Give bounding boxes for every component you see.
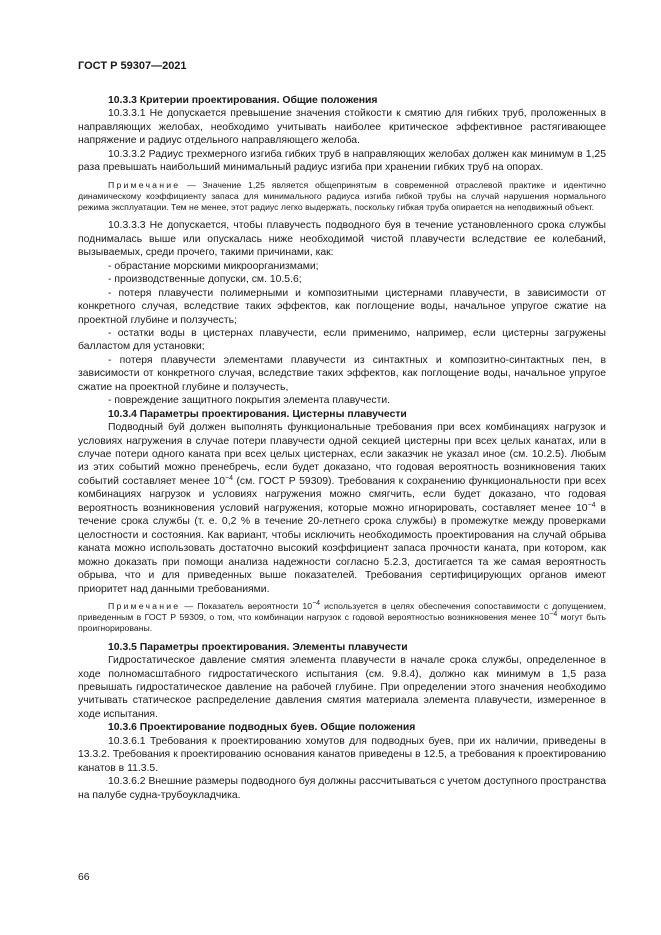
list-item-3: - потеря плавучести полимерными и композитными цистернами плавучести, в зависимости от конкретного случая, вследствие таких эффектов, как поглощение воды, начальное упругое сжатие на проектной глубине и ползучесть;	[78, 287, 606, 326]
note-2-label: Примечание	[108, 601, 181, 612]
paragraph-10-3-6-2: 10.3.6.2 Внешние размеры подводного буя должны рассчитываться с учетом доступного пространства на палубе судна-трубоукладчика.	[78, 776, 606, 801]
note-2	[78, 601, 606, 635]
exponent: −4	[587, 501, 596, 509]
paragraph-10-3-3-3: 10.3.3.3 Не допускается, чтобы плавучесть подводного буя в течение установленного срока службы поднималась выше или опускалась ниже необходимой чистой плавучести вследствие ее колебаний, вызываемых, среди прочего, такими причинами, как:	[78, 220, 606, 259]
paragraph-10-3-4-part-b: (см. ГОСТ Р 59309). Требования к сохранению функциональности при всех комбинациях нагрузок и условиях нагружения можно смягчить, если будет доказано, что годовая вероятность возникновения условий нагружения, которые можно игнорировать, составляет менее 10	[78, 475, 606, 514]
note-2-part-a: — Показатель вероятности 10	[180, 601, 313, 612]
document-header: ГОСТ Р 59307—2021	[78, 60, 187, 72]
note-1-text: — Значение 1,25 является общепринятым в современной отраслевой практике и идентично динамическому коэффициенту запаса для минимального радиуса изгиба гибкой трубы на случай нарушения нормального режима эксплуатации. Тем не менее, этот радиус легко выдержать, поскольку гибкая труба опирается на неподвижный объект.	[78, 179, 606, 213]
list-item-4: - остатки воды в цистернах плавучести, если применимо, например, если цистерны загружены балластом для установки;	[78, 327, 606, 353]
paragraph-10-3-4	[78, 421, 606, 596]
note-2-part-b: используется в целях обеспечения сопоставимости с допущением, приведенным в ГОСТ Р 59309, о том, что комбинации нагрузок с годовой вероятностью возникновения менее 10	[78, 601, 606, 623]
document-body	[78, 94, 606, 802]
paragraph-10-3-6-1: 10.3.6.1 Требования к проектированию хомутов для подводных буев, при их наличии, приведены в 13.3.2. Требования к проектированию основания канатов приведены в 12.5, а требования к проектированию канатов в 11.3.5.	[78, 735, 606, 774]
section-10-3-6-heading: 10.3.6 Проектирование подводных буев. Общие положения	[108, 722, 416, 734]
note-1-label: Примечание	[108, 179, 181, 190]
list-item-5: - потеря плавучести элементами плавучести из синтактных и композитно-синтактных пен, в зависимости от конкретного случая, вследствие таких эффектов, как поглощение воды, начальное упругое сжатие на проектной глубине и ползучесть,	[78, 354, 606, 393]
list-item-1: - обрастание морскими микроорганизмами;	[108, 260, 319, 272]
exponent: −4	[549, 611, 558, 619]
note-1	[78, 180, 606, 214]
paragraph-10-3-3-1: 10.3.3.1 Не допускается превышение значения стойкости к смятию для гибких труб, проложенных в направляющих желобах, необходимо учитывать наиболее критическое эффективное растягивающее напряжение и радиус отдельного направляющего желоба.	[78, 108, 606, 147]
list-item-2: - производственные допуски, см. 10.5.6;	[108, 274, 302, 286]
paragraph-10-3-5: Гидростатическое давление смятия элемента плавучести в начале срока службы, определенное в ходе полномасштабного гидростатического испытания (см. 9.8.4), должно как минимум в 1,5 раза превышать гидростатическое давление на рабочей глубине. При определении этого значения необходимо учитывать статическое распределение давления смятия материала элемента плавучести, измеренное в ходе испытания.	[78, 655, 606, 720]
paragraph-10-3-4-part-c: в течение срока службы (т. е. 0,2 % в течение 20-летнего срока службы) в промежутке между проверками целостности и состояния. Как вариант, чтобы исключить необходимость проектирования на случай обрыва каната можно использовать достаточно высокий коэффициент запаса прочности каната, при котором, как можно доказать при помощи анализа надежности согласно 5.2.3, достигается та же самая вероятность обрыва, что и для приведенных выше показателей. Требования сертифицирующих органов имеют приоритет над данными требованиями.	[78, 502, 606, 595]
note-2-part-c: могут быть проигнорированы.	[78, 612, 607, 634]
section-10-3-5-heading: 10.3.5 Параметры проектирования. Элементы плавучести	[108, 641, 408, 653]
page-number: 66	[78, 872, 90, 883]
section-10-3-3-heading: 10.3.3 Критерии проектирования. Общие положения	[108, 95, 378, 106]
list-item-6: - повреждение защитного покрытия элемента плавучести.	[108, 395, 391, 407]
section-10-3-4-heading: 10.3.4 Параметры проектирования. Цистерны плавучести	[108, 408, 407, 420]
exponent: −4	[312, 600, 321, 608]
paragraph-10-3-3-2: 10.3.3.2 Радиус трехмерного изгиба гибких труб в направляющих желобах должен как минимум в 1,25 раза превышать наибольший минимальный радиус изгиба при хранении гибких труб на опорах.	[78, 148, 606, 174]
exponent: −4	[224, 474, 233, 482]
paragraph-10-3-4-part-a: Подводный буй должен выполнять функциональные требования при всех комбинациях нагрузок и условиях нагружения в случае потери плавучести одной секцией цистерны при всех целых канатах, или в случае потери одного каната при всех целых цистернах, если заказчик не указал иное (см. 10.2.5). Любым из этих событий можно пренебречь, если будет доказано, что годовая вероятность возникновения таких событий составляет менее 10	[78, 422, 606, 487]
